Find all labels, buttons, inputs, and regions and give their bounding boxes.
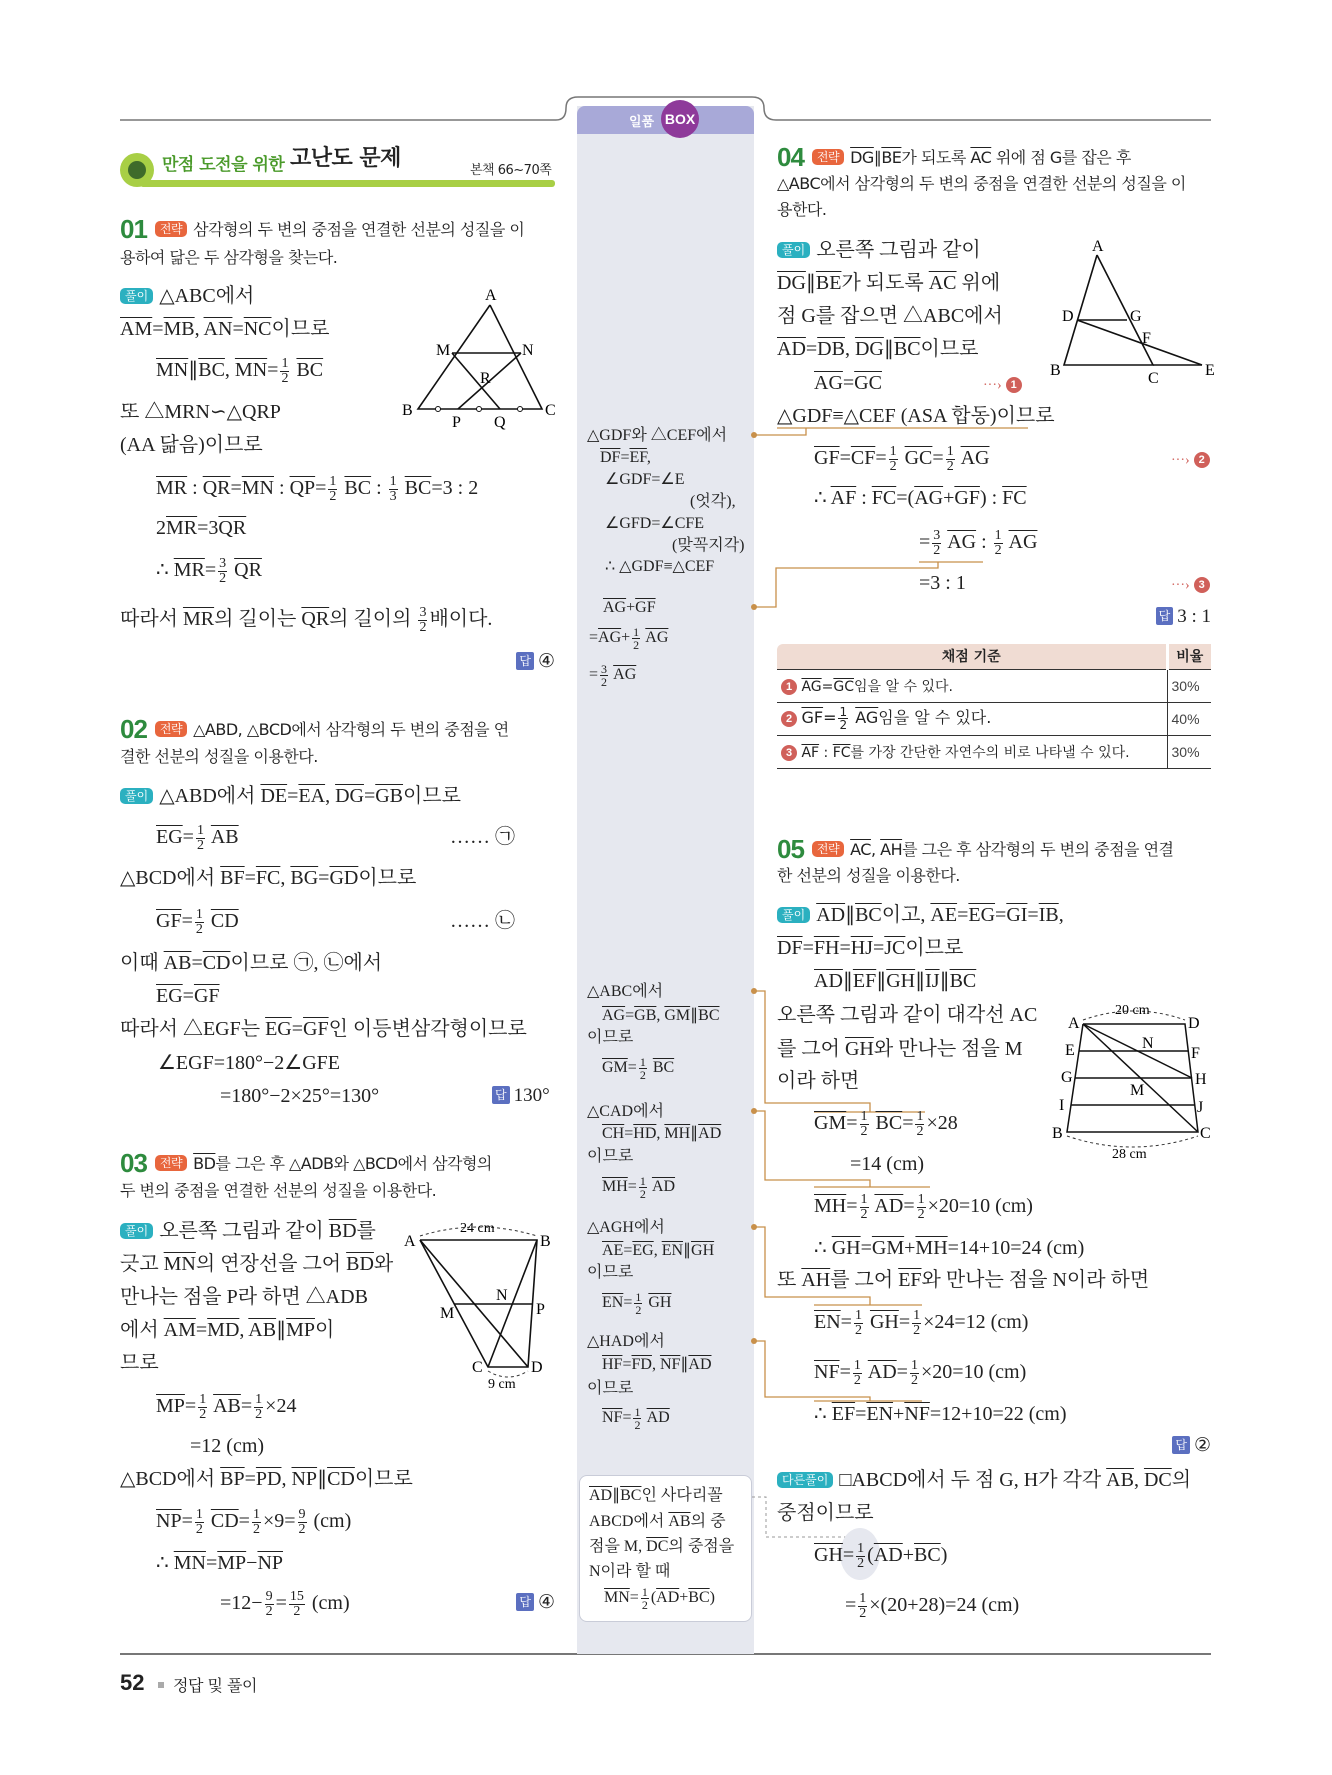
marker-icon: 2 — [781, 711, 797, 727]
math-line: ∠EGF=180°−2∠GFE — [158, 1052, 340, 1074]
math-line: △BCD에서 $\overline{BP}=\overline{PD}$, $\overline{NP}\parallel\overline{CD}$이므로 — [120, 1468, 413, 1490]
segment-de — [1077, 320, 1202, 365]
note-line: ∠GFD=∠CFE — [605, 515, 705, 532]
label-m: M — [436, 342, 451, 359]
problem-number: 03 — [120, 1148, 147, 1178]
math-line: $\overline{AD}\parallel\overline{BC}$이고, $\overline{AE}=\overline{EG}=\overline{GI}=\overline{IB}$, — [816, 904, 1064, 926]
answer-badge: 답 — [516, 652, 534, 670]
strategy-line — [777, 144, 1131, 171]
math-line: □ABCD에서 두 점 G, H가 각각 $\overline{AB}$, $\overline{DC}$의 — [839, 1469, 1192, 1491]
strategy-text: $\overline{AC}$, $\overline{AH}$를 그은 후 삼각형의 두 변의 중점을 연결 — [850, 840, 1174, 859]
label-b: B — [402, 402, 413, 419]
criterion-text: $\overline{AG}=\overline{GC}$임을 알 수 있다. — [801, 678, 953, 695]
note-line: (엇각), — [690, 493, 736, 510]
answer-value: 130° — [513, 1085, 550, 1106]
answer-badge: 답 — [492, 1086, 510, 1104]
label-n: N — [496, 1287, 508, 1304]
label-a: A — [1068, 1015, 1080, 1032]
label-i: I — [1059, 1097, 1065, 1114]
solution-badge: 풀이 — [120, 288, 153, 304]
math-line: 또 $\overline{AH}$를 그어 $\overline{EF}$와 만나는 점을 N이라 하면 — [777, 1269, 1150, 1291]
strategy-line — [120, 716, 509, 743]
grading-table — [777, 644, 1211, 769]
math-line: =14 (cm) — [850, 1153, 925, 1175]
solution-line — [120, 283, 254, 309]
math-line: 따라서 $\overline{MR}$의 길이는 $\overline{QR}$의 길이의 $\frac{3}{2}$ 배이다. — [120, 605, 493, 635]
marker-icon: 3 — [1194, 577, 1210, 593]
trapezoid-diagram-05 — [1050, 1002, 1215, 1162]
tip-line: ABCD에서 $\overline{AB}$의 중 — [589, 1513, 726, 1530]
math-line: $\overline{NP}=$ $\frac{1}{2}$ $\overline{CD}=$ $\frac{1}{2}$ ×9= $\frac{9}{2}$ (cm) — [156, 1507, 352, 1537]
note-line: $\overline{DF}=\overline{EF}$, — [600, 449, 651, 466]
note-line: $\overline{AE}=\overline{EG}$, $\overline{EN}\parallel\overline{GH}$ — [602, 1242, 715, 1259]
header-subtitle: 만점 도전을 위한 — [162, 155, 285, 175]
note-line: △CAD에서 — [587, 1103, 664, 1120]
answer-badge: 답 — [1156, 607, 1174, 625]
math-line: △GDF≡△CEF (ASA 합동)이므로 — [777, 405, 1055, 427]
label-j: J — [1197, 1099, 1204, 1116]
note-line: $\overline{GM}=$ $\frac{1}{2}$ $\overline{BC}$ — [602, 1055, 675, 1082]
math-line: ∴ $\overline{GH}=\overline{GM}+\overline{MH}=14+10=24$ (cm) — [814, 1237, 1085, 1259]
answer-badge: 답 — [516, 1593, 534, 1611]
note-line: 이므로 — [587, 1029, 634, 1046]
math-line: 므로 — [120, 1352, 159, 1374]
answer-badge: 답 — [1172, 1436, 1190, 1454]
label-p: P — [536, 1301, 545, 1318]
solution-badge: 풀이 — [120, 1223, 153, 1239]
answer — [516, 1591, 555, 1615]
math-line: =12 (cm) — [190, 1435, 265, 1457]
math-line: 긋고 $\overline{MN}$의 연장선을 그어 $\overline{BD}$와 — [120, 1253, 394, 1275]
math-line: ∴ $\overline{MN}=\overline{MP}-\overline{NP}$ — [156, 1552, 284, 1574]
equation-tag: …… ㉠ — [450, 826, 515, 848]
strategy-text: $\overline{DG}\parallel\overline{BE}$가 되도록 $\overline{AC}$ 위에 점 G를 잡은 후 — [850, 148, 1131, 167]
solution-badge: 풀이 — [777, 242, 810, 258]
footer-label: 정답 및 풀이 — [173, 1676, 257, 1695]
math-line: △ABD에서 $\overline{DE}=\overline{EA}$, $\overline{DG}=\overline{GB}$이므로 — [159, 785, 461, 807]
equation-tag: …… ㉡ — [450, 910, 515, 932]
math-line: ∴ $\overline{MR}=$ $\frac{3}{2}$ $\overline{QR}$ — [156, 556, 262, 586]
ratio-cell: 30% — [1167, 669, 1211, 702]
math-line: 중점이므로 — [777, 1502, 874, 1524]
solution-line — [777, 902, 1064, 928]
math-line: $\overline{MN}\parallel\overline{BC}$, $\overline{MN}=$ $\frac{1}{2}$ $\overline{BC}$ — [156, 356, 324, 386]
label-n: N — [522, 342, 534, 359]
criterion-cell — [777, 669, 1167, 702]
note-line: $\overline{CH}=\overline{HD}$, $\overline{MH}\parallel\overline{AD}$ — [602, 1125, 722, 1142]
math-line: 만나는 점을 P라 하면 △ADB — [120, 1286, 368, 1308]
label-q: Q — [494, 414, 506, 430]
table-row — [777, 735, 1211, 768]
tip-line: $\overline{AD}\parallel\overline{BC}$인 사다리꼴 — [589, 1487, 723, 1504]
header-ref: 본책 66~70쪽 — [470, 163, 552, 178]
math-line: 이라 하면 — [777, 1070, 860, 1092]
label-h: H — [1195, 1071, 1207, 1088]
math-line: $\overline{GM}=$ $\frac{1}{2}$ $\overline{BC}=$ $\frac{1}{2}$ ×28 — [814, 1109, 958, 1139]
math-line: $\overline{MR}$ : $\overline{QR}=\overline{MN}$ : $\overline{QP}=$ $\frac{1}{2}$ $\overline{BC}$ : $\frac{1}{3}$ $\overline{BC}=3$ : 2 — [156, 474, 479, 504]
math-line: (AA 닮음)이므로 — [120, 434, 263, 456]
page-number: 52 — [120, 1670, 145, 1695]
math-line: $\overline{EN}=$ $\frac{1}{2}$ $\overline{GH}=$ $\frac{1}{2}$ ×24=12 (cm) — [814, 1308, 1029, 1338]
note-line: $\overline{MH}=$ $\frac{1}{2}$ $\overline{AD}$ — [602, 1174, 676, 1201]
criterion-text: $\overline{GF}=$ $\frac{1}{2}$ $\overline{AG}$임을 알 수 있다. — [801, 705, 992, 732]
math-line: $\overline{GF}=\overline{CF}=$ $\frac{1}{2}$ $\overline{GC}=$ $\frac{1}{2}$ $\overline{AG}$ — [814, 444, 990, 474]
label-m: M — [1130, 1082, 1145, 1099]
math-line: 또 △MRN∽△QRP — [120, 401, 281, 423]
header-title: 고난도 문제 — [290, 146, 401, 171]
label-a: A — [404, 1233, 416, 1250]
note-line: ∠GDF=∠E — [605, 471, 685, 488]
footer-dot — [158, 1682, 164, 1688]
table-header-row — [777, 644, 1211, 669]
strategy-line — [777, 836, 1174, 863]
criterion-cell — [777, 702, 1167, 735]
label-c: C — [1200, 1125, 1211, 1142]
strategy-line — [120, 1150, 492, 1177]
math-line: $\overline{GH}=$ $\frac{1}{2}$ $(\overline{AD}+\overline{BC})$ — [814, 1541, 948, 1571]
label-e: E — [1205, 362, 1215, 379]
alt-solution-badge: 다른풀이 — [777, 1472, 833, 1488]
math-line: $\overline{MH}=$ $\frac{1}{2}$ $\overline{AD}=$ $\frac{1}{2}$ ×20=10 (cm) — [814, 1192, 1033, 1222]
math-line: ∴ $\overline{AF}$ : $\overline{FC}=(\overline{AG}+\overline{GF})$ : $\overline{FC}$ — [814, 487, 1027, 509]
math-line: =180°−2×25°=130° — [220, 1085, 380, 1107]
table-row — [777, 669, 1211, 702]
strategy-line — [120, 216, 524, 243]
step-marker-2: ···› 2 — [1171, 445, 1210, 474]
strategy-text: △ABD, △BCD에서 삼각형의 두 변의 중점을 연 — [193, 720, 509, 739]
answer — [1156, 605, 1211, 629]
answer — [492, 1084, 550, 1108]
math-line: = $\frac{1}{2}$ ×(20+28)=24 (cm) — [845, 1591, 1020, 1621]
label-b: B — [1052, 1125, 1063, 1142]
math-line: $\overline{AM}=\overline{MB}$, $\overline{AN}=\overline{NC}$이므로 — [120, 318, 330, 340]
math-line: △BCD에서 $\overline{BF}=\overline{FC}$, $\overline{BG}=\overline{GD}$이므로 — [120, 867, 417, 889]
label-20cm: 20 cm — [1115, 1003, 1150, 1018]
answer — [516, 650, 555, 674]
side-box-badge: BOX — [661, 100, 699, 138]
strategy-badge: 전략 — [155, 721, 187, 737]
label-p: P — [452, 414, 461, 430]
label-24cm: 24 cm — [460, 1221, 495, 1236]
label-c: C — [1148, 370, 1159, 387]
marker-icon: 2 — [1194, 452, 1210, 468]
criterion-cell — [777, 735, 1167, 768]
math-line: $\overline{AD}=\overline{DB}$, $\overline{DG}\parallel\overline{BC}$이므로 — [777, 338, 979, 360]
label-9cm: 9 cm — [488, 1377, 516, 1392]
math-line: $\overline{MP}=$ $\frac{1}{2}$ $\overline{AB}=$ $\frac{1}{2}$ ×24 — [156, 1392, 297, 1422]
strategy-text: $\overline{BD}$를 그은 후 △ADB와 △BCD에서 삼각형의 — [193, 1154, 492, 1173]
math-line: =12− $\frac{9}{2}$ = $\frac{15}{2}$ (cm) — [220, 1589, 350, 1619]
math-line: 에서 $\overline{AM}=\overline{MD}$, $\overline{AB}\parallel\overline{MP}$이 — [120, 1319, 335, 1341]
label-r: R — [480, 370, 491, 387]
note-line: (맞꼭지각) — [672, 537, 745, 554]
math-line: $2\overline{MR}=3\overline{QR}$ — [156, 517, 247, 539]
label-d: D — [1062, 308, 1074, 325]
label-e: E — [1065, 1042, 1075, 1059]
trapezoid-diagram-03 — [398, 1218, 558, 1393]
problem-number: 02 — [120, 714, 147, 744]
math-line: $\overline{EG}=\overline{GF}$ — [156, 985, 220, 1007]
strategy-text: 삼각형의 두 변의 중점을 연결한 선분의 성질을 이 — [193, 220, 525, 239]
tip-line: $\overline{MN}=$ $\frac{1}{2}$ $(\overline{AD}+\overline{BC})$ — [604, 1585, 715, 1612]
problem-number: 05 — [777, 834, 804, 864]
alt-solution-line — [777, 1467, 1191, 1493]
math-line: =3 : 1 — [919, 572, 966, 594]
answer-value: ④ — [537, 651, 555, 672]
math-line: 오른쪽 그림과 같이 — [816, 239, 981, 261]
math-line: $\overline{EG}=$ $\frac{1}{2}$ $\overline{AB}$ — [156, 823, 239, 853]
math-line: 따라서 △EGF는 $\overline{EG}=\overline{GF}$인 이등변삼각형이므로 — [120, 1018, 527, 1040]
label-a: A — [1092, 238, 1104, 255]
marker-icon: 3 — [781, 745, 797, 761]
note-line: △AGH에서 — [587, 1219, 665, 1236]
strategy-text: 두 변의 중점을 연결한 선분의 성질을 이용한다. — [120, 1181, 437, 1200]
note-line: ∴ △GDF≡△CEF — [605, 558, 715, 575]
note-line: $=\overline{AG}+$ $\frac{1}{2}$ $\overline{AG}$ — [589, 625, 669, 652]
note-line: △ABC에서 — [587, 983, 664, 1000]
math-line: $\overline{DG}\parallel\overline{BE}$가 되도록 $\overline{AC}$ 위에 — [777, 272, 1001, 294]
math-line: 오른쪽 그림과 같이 $\overline{BD}$를 — [159, 1220, 376, 1242]
math-line: = $\frac{3}{2}$ $\overline{AG}$ : $\frac{1}{2}$ $\overline{AG}$ — [919, 528, 1038, 558]
strategy-text: 용하여 닮은 두 삼각형을 찾는다. — [120, 248, 338, 267]
note-line: $\overline{HF}=\overline{FD}$, $\overline{NF}\parallel\overline{AD}$ — [602, 1356, 712, 1373]
math-line: 를 그어 $\overline{GH}$와 만나는 점을 M — [777, 1038, 1023, 1060]
note-line: $\overline{AG}=\overline{GB}$, $\overline{GM}\parallel\overline{BC}$ — [602, 1007, 720, 1024]
label-d: D — [531, 1359, 543, 1376]
ratio-cell: 30% — [1167, 735, 1211, 768]
segment-mq — [452, 353, 500, 409]
label-f: F — [1142, 330, 1151, 347]
label-a: A — [485, 287, 497, 304]
label-c: C — [545, 402, 556, 419]
label-b: B — [540, 1233, 551, 1250]
marker-icon: 1 — [781, 679, 797, 695]
tip-line: 점을 M, $\overline{DC}$의 중점을 — [589, 1538, 735, 1555]
answer — [1172, 1434, 1211, 1458]
math-line: ∴ $\overline{EF}=\overline{EN}+\overline{NF}=12+10=22$ (cm) — [814, 1403, 1067, 1425]
label-g: G — [1130, 308, 1142, 325]
answer-value: 3 : 1 — [1177, 606, 1211, 627]
math-line: 이때 $\overline{AB}=\overline{CD}$이므로 ㉠, ㉡에서 — [120, 952, 383, 974]
label-g: G — [1061, 1069, 1073, 1086]
problem-number: 04 — [777, 142, 804, 172]
strategy-badge: 전략 — [812, 149, 844, 165]
tip-line: N이라 할 때 — [589, 1563, 671, 1580]
math-line: $\overline{AG}=\overline{GC}$ — [814, 372, 882, 394]
note-line: 이므로 — [587, 1264, 634, 1281]
note-line: $\overline{AG}+\overline{GF}$ — [603, 599, 656, 616]
label-28cm: 28 cm — [1112, 1147, 1147, 1162]
strategy-text: 한 선분의 성질을 이용한다. — [777, 866, 960, 885]
side-box-header — [577, 106, 754, 134]
math-line: $\overline{AD}\parallel\overline{EF}\parallel\overline{GH}\parallel\overline{IJ}\parallel\overline{BC}$ — [814, 970, 977, 992]
strategy-badge: 전략 — [155, 1155, 187, 1171]
label-d: D — [1188, 1015, 1200, 1032]
side-box-label: 일품 — [629, 115, 655, 130]
step-marker-1: ···› 1 — [983, 370, 1022, 399]
strategy-text: △ABC에서 삼각형의 두 변의 중점을 연결한 선분의 성질을 이 — [777, 174, 1186, 193]
criterion-text: $\overline{AF}$ : $\overline{FC}$를 가장 간단한 자연수의 비로 나타낼 수 있다. — [801, 744, 1130, 761]
math-line: 오른쪽 그림과 같이 대각선 AC — [777, 1004, 1038, 1026]
step-marker-3: ···› 3 — [1171, 570, 1210, 599]
note-line: $\overline{EN}=$ $\frac{1}{2}$ $\overline{GH}$ — [602, 1290, 672, 1317]
triangle-diagram-04 — [1050, 235, 1220, 390]
solution-line — [120, 783, 461, 809]
note-line: △HAD에서 — [587, 1333, 665, 1350]
note-line: 이므로 — [587, 1148, 634, 1165]
problem-number: 01 — [120, 214, 147, 244]
strategy-text: 용한다. — [777, 200, 827, 219]
answer-value: ④ — [537, 1592, 555, 1613]
column-header: 비율 — [1167, 644, 1211, 669]
column-header: 채점 기준 — [777, 644, 1167, 669]
math-line: 점 G를 잡으면 △ABC에서 — [777, 305, 1003, 327]
answer-value: ② — [1193, 1435, 1211, 1456]
note-line: = $\frac{3}{2}$ $\overline{AG}$ — [589, 662, 637, 689]
marker-icon: 1 — [1006, 377, 1022, 393]
triangle-diagram-01 — [400, 285, 560, 430]
note-line: $\overline{NF}=$ $\frac{1}{2}$ $\overline{AD}$ — [602, 1405, 670, 1432]
math-line: $\overline{DF}=\overline{FH}=\overline{HJ}=\overline{JC}$이므로 — [777, 937, 964, 959]
math-line: $\overline{GF}=$ $\frac{1}{2}$ $\overline{CD}$ — [156, 907, 239, 937]
label-f: F — [1191, 1045, 1200, 1062]
math-line: △ABC에서 — [159, 285, 255, 307]
solution-line — [120, 1218, 376, 1244]
solution-badge: 풀이 — [120, 788, 153, 804]
strategy-badge: 전략 — [812, 841, 844, 857]
strategy-text: 결한 선분의 성질을 이용한다. — [120, 747, 318, 766]
note-line: △GDF와 △CEF에서 — [587, 427, 728, 444]
ratio-cell: 40% — [1167, 702, 1211, 735]
solution-line — [777, 237, 981, 263]
label-c: C — [472, 1359, 483, 1376]
solution-badge: 풀이 — [777, 907, 810, 923]
note-line: 이므로 — [587, 1380, 634, 1397]
label-n: N — [1142, 1035, 1154, 1052]
table-row — [777, 702, 1211, 735]
label-m: M — [440, 1305, 455, 1322]
label-b: B — [1050, 362, 1061, 379]
strategy-badge: 전략 — [155, 221, 187, 237]
math-line: $\overline{NF}=$ $\frac{1}{2}$ $\overline{AD}=$ $\frac{1}{2}$ ×20=10 (cm) — [814, 1358, 1027, 1388]
